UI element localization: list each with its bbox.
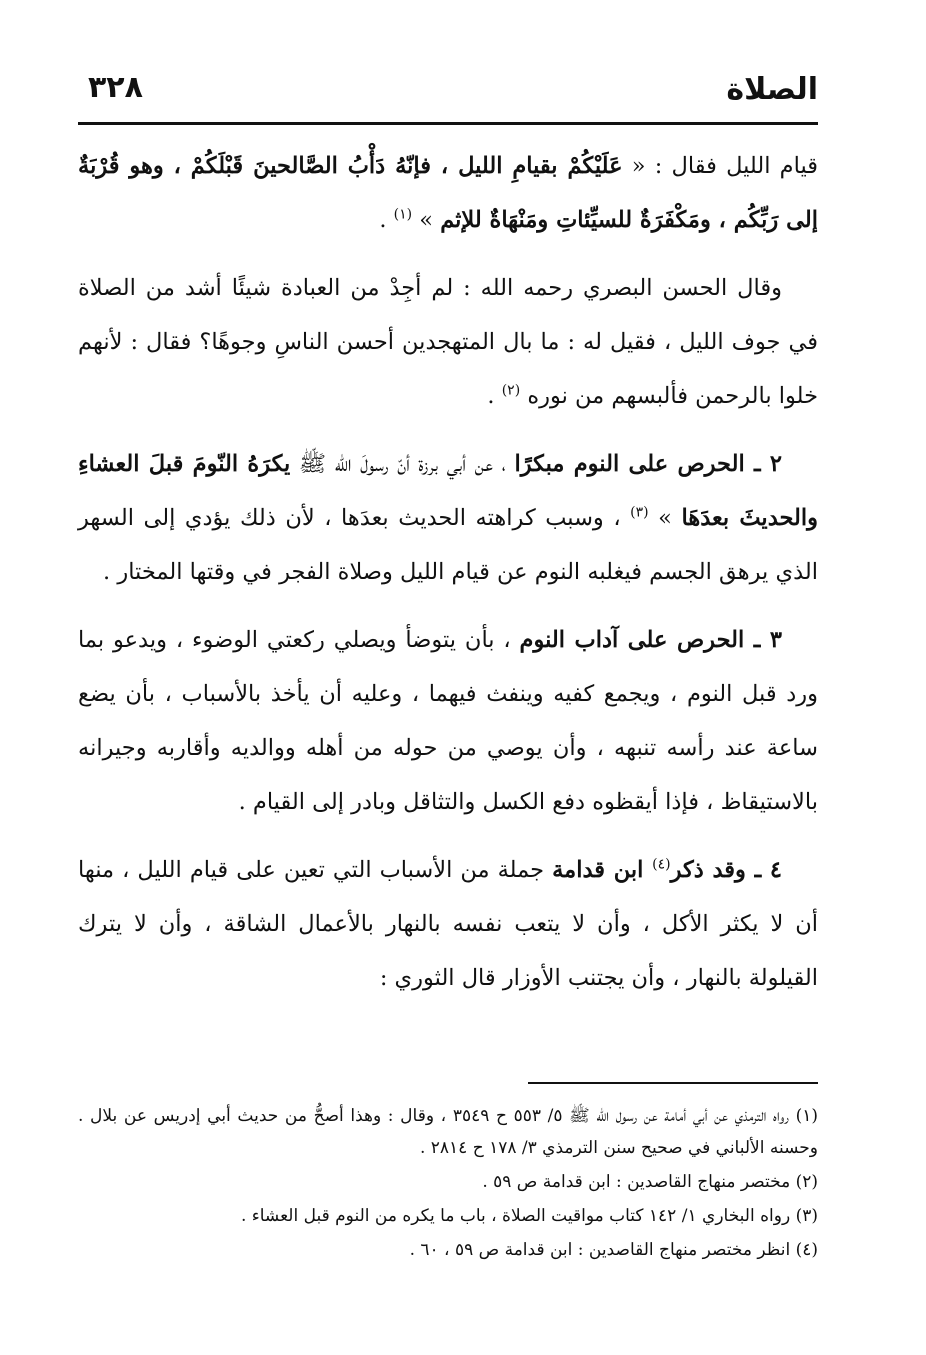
footnote-1: (١) رواه الترمذي عن أبي أمامة عن رسول الله ﷺ ٥/ ٥٥٣ ح ٣٥٤٩ ، وقال : وهذا أصحُّ من حديث أبي إدريس عن بلال . وحسنه الألباني في صحيح سنن الترمذي ٣/ ١٧٨ ح ٢٨١٤ . xyxy=(78,1106,819,1158)
footnotes xyxy=(78,1100,818,1268)
quote-close-1: » xyxy=(412,207,441,233)
footnote-ref-4: (٤) xyxy=(652,856,671,873)
book-page xyxy=(78,60,818,1320)
item-number-4: ٤ ـ xyxy=(745,857,782,883)
footnote-4: (٤) انظر مختصر منهاج القاصدين : ابن قدامة ص ٥٩ ، ٦٠ . xyxy=(409,1240,818,1260)
footnote-divider xyxy=(528,1082,818,1084)
footnote-2: (٢) مختصر منهاج القاصدين : ابن قدامة ص ٥٩ . xyxy=(482,1172,818,1192)
hadith-text-1: عَلَيْكُمْ بقيامِ الليل ، فإنّهُ دَأْبُ الصَّالحينَ قَبْلَكُمْ ، وهو قُرْبَةٌ إلى رَبِّكُم ، ومَكْفَرَةٌ للسيِّئاتِ ومَنْهَاةٌ للإثم xyxy=(78,153,818,233)
page-number: ٣٢٨ xyxy=(88,70,143,105)
author-name: ابن قدامة xyxy=(552,857,653,883)
footnote-ref-3: (٣) xyxy=(630,504,649,521)
paragraph-2-text: وقال الحسن البصري رحمه الله : لم أجِدْ من العبادة شيئًا أشد من الصلاة في جوف الليل ، فقيل له : ما بال المتهجدين أحسن الناسِ وجوهًا؟ فقال : لأنهم خلوا بالرحمن فألبسهم من نوره xyxy=(78,275,818,409)
paragraph-3-intro: ، عن أبي برزة أنّ رسولَ الله ﷺ xyxy=(290,451,515,477)
paragraph-5 xyxy=(78,843,818,1005)
paragraph-4-text: ، بأن يتوضأ ويصلي ركعتي الوضوء ، ويدعو بما ورد قبل النوم ، ويجمع كفيه وينفث فيهما ، وعليه أن يأخذ بالأسباب ، بأن يضع ساعة عند رأسه تنبهه ، وأن يوصي من حوله من أهله ووالديه وأقاربه وجيرانه بالاستيقاظ ، فإذا أيقظوه دفع الكسل والتثاقل وبادر إلى القيام . xyxy=(78,627,818,815)
main-text xyxy=(78,139,818,1005)
chapter-title: الصلاة xyxy=(726,72,818,107)
page-header xyxy=(78,60,818,125)
item-heading-3: الحرص على آداب النوم xyxy=(519,627,745,653)
paragraph-1-end: . xyxy=(379,207,394,233)
paragraph-2 xyxy=(78,261,818,423)
paragraph-4 xyxy=(78,613,818,829)
item-heading-4: وقد ذكر xyxy=(670,857,746,883)
footnote-ref-2: (٢) xyxy=(501,382,521,399)
item-number-2: ٢ ـ xyxy=(744,451,782,477)
footnote-ref-1: (١) xyxy=(393,206,413,223)
item-heading-2: الحرص على النوم مبكرًا xyxy=(514,451,745,477)
hadith-text-2: يكرَهُ النّومَ قبلَ العشاءِ والحديثَ بعدَهَا xyxy=(78,451,818,531)
paragraph-1-intro: قيام الليل فقال : « xyxy=(622,153,818,179)
item-number-3: ٣ ـ xyxy=(744,627,782,653)
paragraph-2-end: . xyxy=(487,383,502,409)
paragraph-5-text: جملة من الأسباب التي تعين على قيام الليل ، منها أن لا يكثر الأكل ، وأن لا يتعب نفسه بالنهار بالأعمال الشاقة ، وأن لا يترك القيلولة بالنهار ، وأن يجتنب الأوزار قال الثوري : xyxy=(78,857,818,991)
quote-close-2: » xyxy=(648,505,682,531)
paragraph-3 xyxy=(78,437,818,599)
paragraph-1 xyxy=(78,139,818,247)
footnote-3: (٣) رواه البخاري ١/ ١٤٢ كتاب مواقيت الصلاة ، باب ما يكره من النوم قبل العشاء . xyxy=(240,1206,818,1226)
paragraph-3-rest: ، وسبب كراهته الحديث بعدَها ، لأن ذلك يؤدي إلى السهر الذي يرهق الجسم فيغلبه النوم عن قيام الليل وصلاة الفجر في وقتها المختار . xyxy=(78,505,818,585)
